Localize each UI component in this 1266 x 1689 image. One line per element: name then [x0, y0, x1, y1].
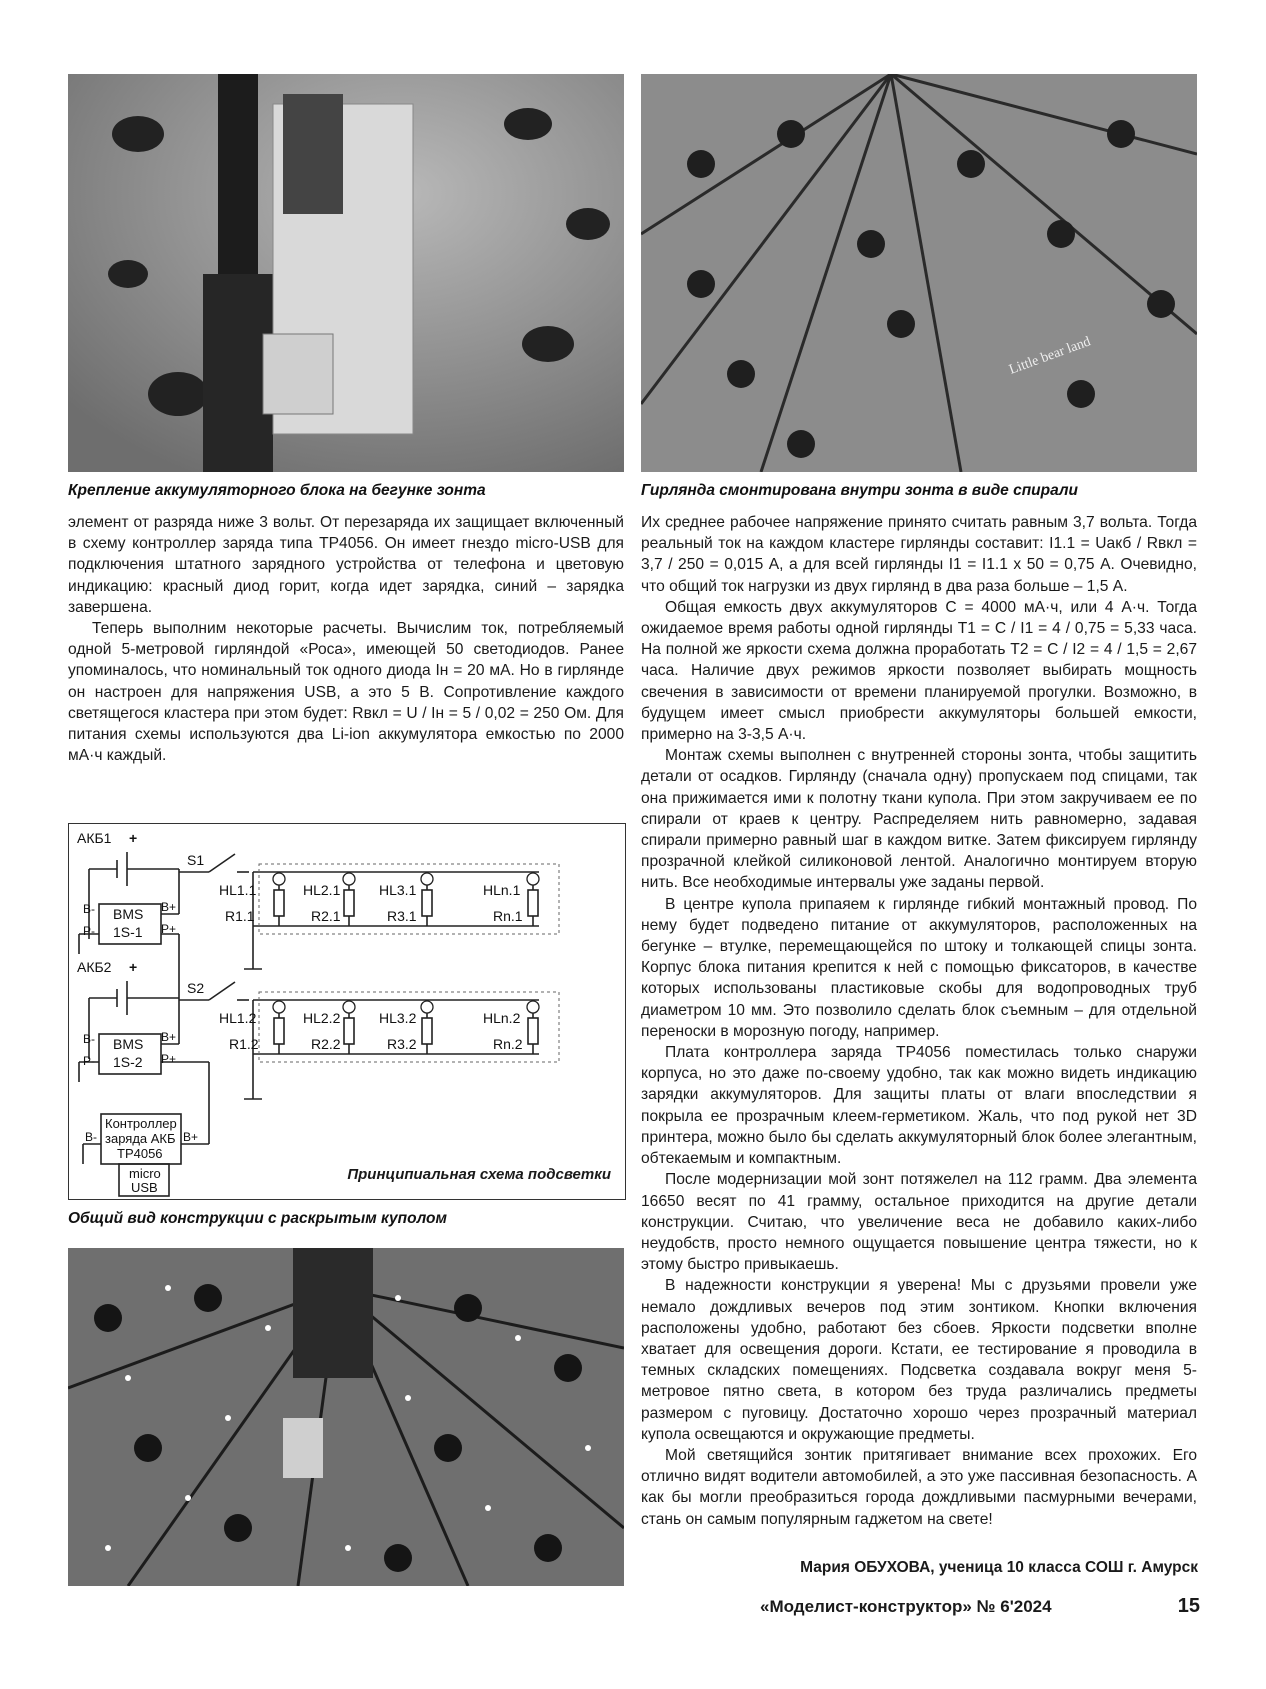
right-paragraph: В центре купола припаяем к гирлянде гибкий монтажный провод. По нему будет подведено питание от аккумуляторов, расположенных на бегунке – втулке, перемещающейся по штоку и толкающей спицы зонта. Корпус блока питания крепится к ней с помощью фиксаторов, в качестве которых использованы пластиковые скобы для водопроводных труб диаметром 10 мм. Это позволило сделать блок съемным – для отдельной переноски в морозную погоду, например.	[641, 895, 1197, 1040]
label-controller-3: TP4056	[117, 1146, 163, 1161]
right-paragraph: Монтаж схемы выполнен с внутренней стороны зонта, чтобы защитить детали от осадков. Гирлянду (сначала одну) пропускаем под спицами, так она прижимается ими к полотну ткани купола. При этом закручиваем ее по спирали от краев к центру. Распределяем нить равномерно, задавая спирали примерно равный шаг в каждом витке. Затем фиксируем гирлянду прозрачной клейкой силиконовой лентой. Аналогично монтируем вторую нить. Все необходимые интервалы уже заданы первой.	[641, 747, 1197, 892]
label-hln-1: HLn.1	[483, 882, 521, 898]
label-hl1-1: HL1.1	[219, 882, 257, 898]
label-usb-1: micro	[129, 1166, 161, 1181]
label-p-plus-1: P+	[161, 922, 177, 936]
label-hl3-1: HL3.1	[379, 882, 417, 898]
right-paragraph: Общая емкость двух аккумуляторов С = 4000 мА·ч, или 4 А·ч. Тогда ожидаемое время работы одной гирлянды T1 = C / I1 = 4 / 0,75 = 5,33 часа. На полной же яркости схема должна проработать T2 = C / I2 = 4 / 1,5 = 2,67 часа. Наличие двух режимов яркости позволяет выбирать мощность свечения в зависимости от времени планируемой прогулки. Возможно, в будущем имеет смысл приобрести аккумуляторы большей емкости, примерно на 3-3,5 А·ч.	[641, 598, 1197, 744]
circuit-schematic	[68, 823, 626, 1200]
left-paragraph: Теперь выполним некоторые расчеты. Вычислим ток, потребляемый одной 5-метровой гирляндой «Роса», имеющей 50 светодиодов. Ранее упоминалось, что номинальный ток одного диода Iн = 20 мА. Но в гирлянде он настроен для напряжения USB, а это 5 В. Сопротивление каждого светящегося кластера при этом будет: Rвкл = U / Iн = 5 / 0,02 = 250 Ом. Для питания схемы используются два Li-ion аккумулятора емкостью по 2000 мА·ч каждый.	[68, 620, 624, 765]
label-rn-2: Rn.2	[493, 1036, 523, 1052]
label-bms2-model: 1S-2	[113, 1054, 143, 1070]
label-rn-1: Rn.1	[493, 908, 523, 924]
photo-battery-block	[68, 74, 624, 472]
label-akb2: АКБ2	[77, 959, 112, 975]
label-r1-1: R1.1	[225, 908, 255, 924]
label-b-plus-2: B+	[161, 1030, 177, 1044]
author-signature: Мария ОБУХОВА, ученица 10 класса СОШ г. Амурск	[800, 1559, 1198, 1576]
label-ctrl-b-minus: B-	[85, 1130, 97, 1144]
photo-open-canopy	[68, 1248, 624, 1586]
right-paragraph: Мой светящийся зонтик притягивает внимание всех прохожих. Его отлично видят водители автомобилей, а это уже пассивная безопасность. А как бы могли преобразиться города дождливыми пасмурными вечерами, стань он самым популярным гаджетом на свете!	[641, 1446, 1197, 1528]
label-controller-2: заряда АКБ	[105, 1131, 176, 1146]
right-paragraph: В надежности конструкции я уверена! Мы с друзьями провели уже немало дождливых вечеров под этим зонтиком. Кнопки включения расположены удобно, работают без сбоев. Яркости подсветки вполне хватает для освещения дороги. Кстати, ее тестирование я проводила в темных складских помещениях. Подсветка создавала вокруг меня 5-метровое пятно света, в котором без труда различались предметы размером с пуговицу. Достаточно хорошо через прозрачный материал купола освещаются и окружающие предметы.	[641, 1277, 1197, 1443]
label-bms1-model: 1S-1	[113, 924, 143, 940]
label-controller-1: Контроллер	[105, 1116, 177, 1131]
page-number: 15	[1177, 1595, 1200, 1617]
label-hl3-2: HL3.2	[379, 1010, 417, 1026]
photo-text-1: Little bear land	[1007, 334, 1093, 378]
label-r2-1: R2.1	[311, 908, 341, 924]
right-paragraph: Плата контроллера заряда TP4056 поместилась только снаружи корпуса, но это даже по-своему удобно, так как можно видеть индикацию зарядки аккумуляторов. Для защиты платы от влаги впоследствии я покрыла ее прозрачным клеем-герметиком. Жаль, что под рукой нет 3D принтера, можно было бы сделать аккумуляторный блок более элегантным, обтекаемым и компактным.	[641, 1044, 1197, 1168]
label-r3-2: R3.2	[387, 1036, 417, 1052]
label-hl2-2: HL2.2	[303, 1010, 341, 1026]
label-akb2-plus: +	[129, 959, 138, 975]
label-akb1-plus: +	[129, 830, 138, 846]
label-r3-1: R3.1	[387, 908, 417, 924]
label-p-plus-2: P+	[161, 1052, 177, 1066]
photo-spiral-garland	[641, 74, 1197, 472]
label-b-plus-1: B+	[161, 900, 177, 914]
label-hl2-1: HL2.1	[303, 882, 341, 898]
label-b-minus-2: B-	[83, 1032, 95, 1046]
caption-photo1: Крепление аккумуляторного блока на бегунке зонта	[68, 482, 486, 499]
label-p-minus-2: P-	[83, 1054, 95, 1068]
label-ctrl-b-plus: B+	[183, 1130, 199, 1144]
label-bms1: BMS	[113, 906, 144, 922]
caption-photo3: Общий вид конструкции с раскрытым куполом	[68, 1210, 447, 1227]
magazine-title: «Моделист-конструктор» № 6'2024	[760, 1597, 1052, 1616]
label-hl1-2: HL1.2	[219, 1010, 257, 1026]
left-column	[68, 512, 624, 766]
label-r1-2: R1.2	[229, 1036, 259, 1052]
label-p-minus-1: P-	[83, 924, 95, 938]
right-paragraph: Их среднее рабочее напряжение принято считать равным 3,7 вольта. Тогда реальный ток на каждом кластере гирлянды составит: I1.1 = Uакб / Rвкл = 3,7 / 250 = 0,015 А, а для всей гирлянды I1 = I1.1 x 50 = 0,75 А. Очевидно, что общий ток нагрузки из двух гирлянд в два раза больше – 1,5 А.	[641, 514, 1197, 595]
right-column	[641, 512, 1197, 1530]
caption-schematic: Принципиальная схема подсветки	[347, 1166, 611, 1183]
label-s2: S2	[187, 980, 205, 996]
right-paragraph: После модернизации мой зонт потяжелел на 112 грамм. Два элемента 16650 весят по 41 грамму, остальное приходится на другие детали конструкции. Считаю, что увеличение веса не добавило каких-либо неудобств, просто немного ощущается повышение центра тяжести, но к этому быстро привыкаешь.	[641, 1171, 1197, 1274]
label-usb-2: USB	[131, 1180, 158, 1195]
label-r2-2: R2.2	[311, 1036, 341, 1052]
label-bms2: BMS	[113, 1036, 144, 1052]
left-paragraph: элемент от разряда ниже 3 вольт. От перезаряда их защищает включенный в схему контроллер заряда типа TP4056. Он имеет гнездо micro-USB для подключения штатного зарядного устройства от телефона и цветовую индикацию: красный диод горит, когда идет зарядка, синий – зарядка завершена.	[68, 514, 624, 616]
caption-photo2: Гирлянда смонтирована внутри зонта в виде спирали	[641, 482, 1079, 499]
label-s1: S1	[187, 852, 205, 868]
label-b-minus-1: B-	[83, 902, 95, 916]
label-akb1: АКБ1	[77, 830, 112, 846]
label-hln-2: HLn.2	[483, 1010, 521, 1026]
